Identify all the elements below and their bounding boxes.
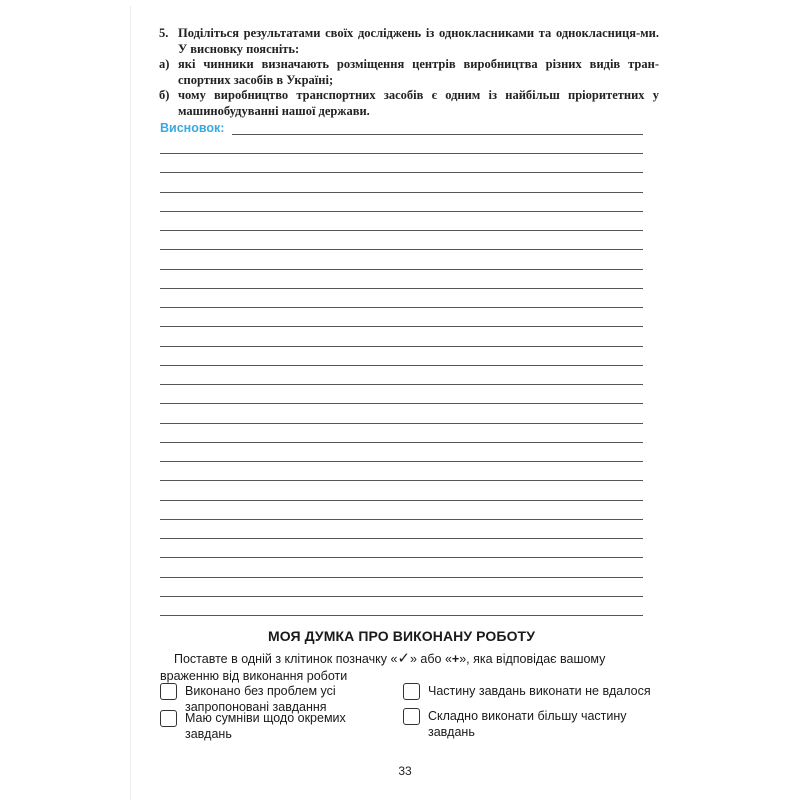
answer-line[interactable] [160,500,643,501]
option-checkbox[interactable] [403,708,420,725]
answer-line[interactable] [160,346,643,347]
option-mostly-difficult[interactable] [403,708,663,740]
self-assessment-instruction [160,650,650,685]
option-label: Виконано без проблем усі запропоновані завдання [185,684,336,714]
answer-line[interactable] [160,384,643,385]
answer-line[interactable] [160,423,643,424]
answer-lines[interactable] [160,0,643,620]
task-intro-text: Поділіться результатами своїх досліджень із однокласниками та однокласниця-ми. У висновку поясніть: [178,26,659,56]
instruction-start: Поставте в одній з клітинок позначку « [174,652,398,666]
option-checkbox[interactable] [160,710,177,727]
answer-line[interactable] [160,538,643,539]
answer-line[interactable] [160,192,643,193]
option-some-doubts[interactable] [160,710,390,742]
option-checkbox[interactable] [160,683,177,700]
answer-line[interactable] [160,326,643,327]
answer-line[interactable] [160,307,643,308]
answer-line[interactable] [160,365,643,366]
conclusion-label: Висновок: [160,121,225,135]
answer-line[interactable] [160,211,643,212]
answer-line[interactable] [160,269,643,270]
answer-line[interactable] [160,249,643,250]
answer-line[interactable] [160,442,643,443]
self-assessment-title: МОЯ ДУМКА ПРО ВИКОНАНУ РОБОТУ [267,628,536,644]
check-mark-icon: ✓ [397,649,410,667]
answer-line[interactable] [160,615,643,616]
option-label: Частину завдань виконати не вдалося [428,684,651,698]
instruction-end: », яка відповідає вашому враженню від виконання роботи [160,652,606,683]
option-checkbox[interactable] [403,683,420,700]
answer-line[interactable] [160,230,643,231]
answer-line[interactable] [160,172,643,173]
answer-line[interactable] [160,557,643,558]
task-item-marker: б) [159,88,170,102]
instruction-middle: » або « [409,652,452,666]
task-item-text: які чинники визначають розміщення центрів виробництва різних видів тран-спортних засобів в Україні; [178,57,659,87]
answer-line[interactable] [160,403,643,404]
option-partial-failure[interactable] [403,683,663,700]
answer-line[interactable] [160,519,643,520]
answer-line[interactable] [160,288,643,289]
task-number: 5. [159,26,169,40]
option-label: Маю сумніви щодо окремих завдань [185,711,346,741]
page-number: 33 [398,764,412,778]
task-item-marker: а) [159,57,170,71]
answer-line[interactable] [160,480,643,481]
answer-line[interactable] [160,153,643,154]
answer-line[interactable] [232,134,643,135]
answer-line[interactable] [160,577,643,578]
plus-symbol: + [451,652,460,666]
task-item-text: чому виробництво транспортних засобів є одним із найбільш пріоритетних у машинобудуванні нашої держави. [178,88,659,118]
option-label: Складно виконати більшу частину завдань [428,709,627,739]
answer-line[interactable] [160,461,643,462]
answer-line[interactable] [160,596,643,597]
